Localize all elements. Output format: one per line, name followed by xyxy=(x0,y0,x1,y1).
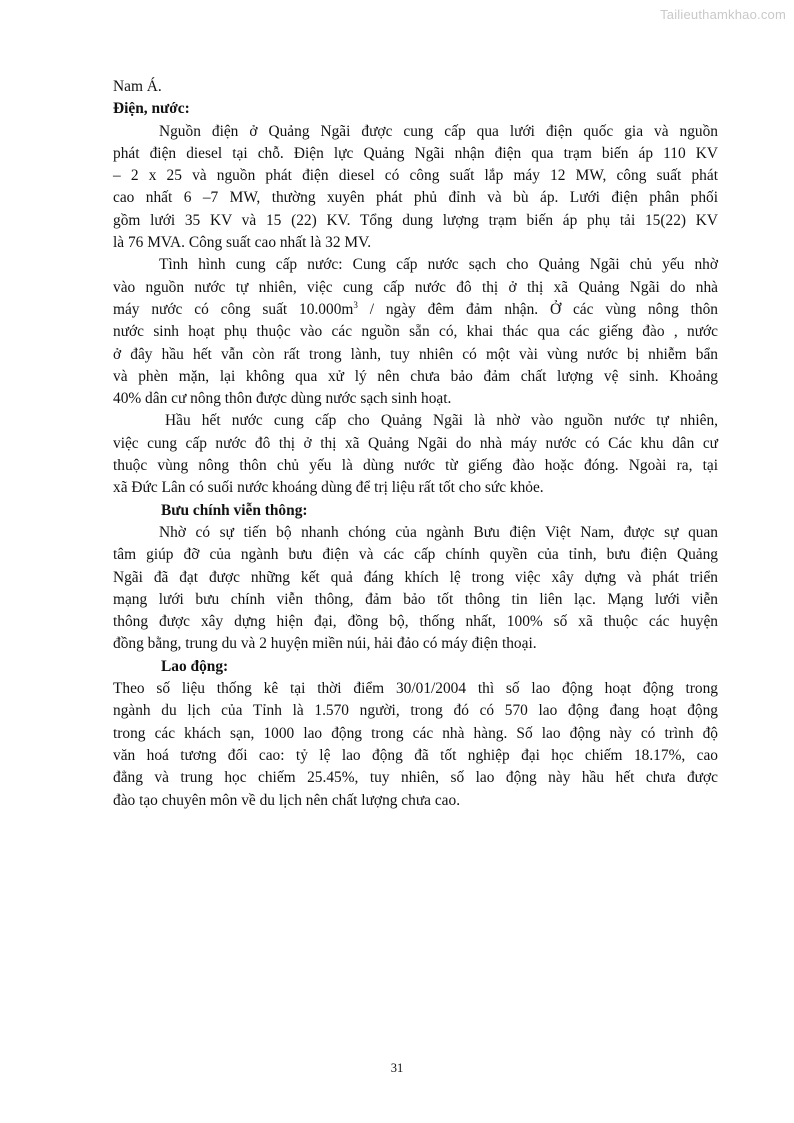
text-line: đồng bằng, trung du và 2 huyện miền núi, hải đảo có máy điện thoại. xyxy=(113,635,537,653)
paragraph-water-supply xyxy=(113,254,718,410)
text-line: ở đây hầu hết vẫn còn rất trong lành, tuy nhiên có một vài vùng nước bị nhiễm bẩn xyxy=(113,345,718,363)
intro-line: Nam Á. xyxy=(113,78,162,95)
paragraph-labor xyxy=(113,678,718,812)
text-line: Hầu hết nước cung cấp cho Quảng Ngãi là nhờ vào nguồn nước tự nhiên, xyxy=(165,412,718,430)
section-heading-dien-nuoc: Điện, nước: xyxy=(113,100,190,118)
text-line: nước sinh hoạt phụ thuộc vào các nguồn sẵn có, khai thác qua các giếng đào , nước xyxy=(113,323,718,341)
page-number: 31 xyxy=(390,1061,404,1075)
text-line: gồm lưới 35 KV và 15 (22) KV. Tổng dung lượng trạm biến áp phụ tải 15(22) KV xyxy=(113,211,718,229)
text-line: cao nhất 6 –7 MW, thường xuyên phát phủ đỉnh và bù áp. Lưới điện phân phối xyxy=(113,189,718,207)
text-line: là 76 MVA. Công suất cao nhất là 32 MV. xyxy=(113,234,372,252)
text-line: việc cung cấp nước đô thị ở thị xã Quảng Ngãi do nhà máy nước có Các khu dân cư xyxy=(113,434,718,452)
text-line: xã Đức Lân có suối nước khoáng dùng để trị liệu rất tốt cho sức khỏe. xyxy=(113,479,544,497)
superscript: 3 xyxy=(353,299,358,310)
text-fragment: / ngày đêm đảm nhận. Ở các vùng nông thôn xyxy=(357,300,718,318)
paragraph-power-supply xyxy=(113,121,718,255)
text-line: Ngãi đã đạt được những kết quả đáng khích lệ trong việc xây dựng và phát triển xyxy=(113,568,718,586)
watermark-text: Tailieuthamkhao.com xyxy=(660,7,786,22)
text-line: Tình hình cung cấp nước: Cung cấp nước sạch cho Quảng Ngãi chủ yếu nhờ xyxy=(159,256,718,274)
text-line: 40% dân cư nông thôn được dùng nước sạch sinh hoạt. xyxy=(113,390,452,408)
text-line: văn hoá tương đối cao: tỷ lệ lao động đã tốt nghiệp đại học chiếm 18.17%, cao xyxy=(113,746,718,764)
text-line: Nhờ có sự tiến bộ nhanh chóng của ngành Bưu điện Việt Nam, được sự quan xyxy=(159,523,718,541)
text-line: mạng lưới bưu chính viễn thông, đảm bảo tốt thông tin liên lạc. Mạng lưới viễn xyxy=(113,590,718,608)
text-line: Theo số liệu thống kê tại thời điểm 30/01/2004 thì số lao động hoạt động trong xyxy=(113,680,718,698)
text-line: đào tạo chuyên môn về du lịch nên chất lượng chưa cao. xyxy=(113,791,461,809)
text-line-with-superscript xyxy=(113,299,718,321)
text-line: thông được xây dựng hiện đại, đồng bộ, thống nhất, 100% số xã thuộc các huyện xyxy=(113,613,718,631)
text-line: phát điện diesel tại chỗ. Điện lực Quảng Ngãi nhận điện qua trạm biến áp 110 KV xyxy=(113,144,718,162)
text-line: và phèn mặn, lại không qua xử lý nên chưa bảo đảm chất lượng vệ sinh. Khoảng xyxy=(113,367,718,385)
text-line: Nguồn điện ở Quảng Ngãi được cung cấp qua lưới điện quốc gia và nguồn xyxy=(159,122,718,140)
paragraph-telecom xyxy=(113,522,718,656)
text-line: ngành du lịch của Tỉnh là 1.570 người, trong đó có 570 lao động đang hoạt động xyxy=(113,702,718,720)
text-line: đẳng và trung học chiếm 25.45%, tuy nhiên, số lao động này hầu hết chưa được xyxy=(113,769,718,787)
section-heading-buu-chinh: Bưu chính viễn thông: xyxy=(161,501,308,519)
text-fragment: máy nước có công suất 10.000m xyxy=(113,300,354,318)
section-heading-lao-dong: Lao động: xyxy=(161,657,229,675)
text-line: trong các khách sạn, 1000 lao động trong các nhà hàng. Số lao động này có trình độ xyxy=(113,724,718,742)
text-line: – 2 x 25 và nguồn phát điện diesel có công suất lắp máy 12 MW, công suất phát xyxy=(113,167,718,185)
paragraph-natural-water xyxy=(113,410,718,499)
text-line: vào nguồn nước tự nhiên, việc cung cấp nước đô thị ở thị xã Quảng Ngãi do nhà xyxy=(113,278,718,296)
document-body xyxy=(113,76,718,812)
text-line: tâm giúp đỡ của ngành bưu điện và các cấp chính quyền của tỉnh, bưu điện Quảng xyxy=(113,546,718,564)
text-line: thuộc vùng nông thôn chủ yếu là dùng nước từ giếng đào hoặc đóng. Ngoài ra, tại xyxy=(113,457,718,475)
